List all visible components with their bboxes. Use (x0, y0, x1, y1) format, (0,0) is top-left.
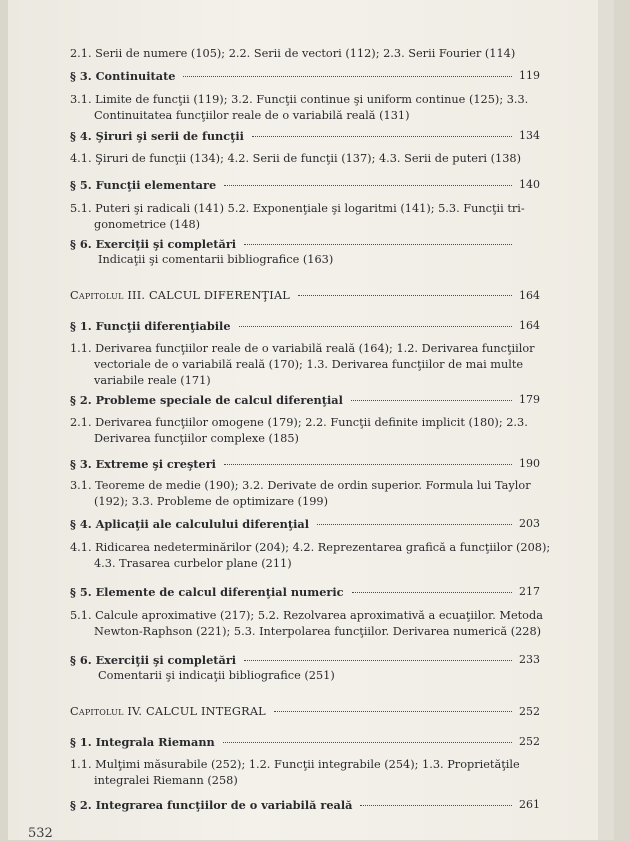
toc-line (70, 236, 516, 252)
toc-line (70, 494, 540, 510)
toc-line (70, 92, 540, 108)
toc-line (70, 734, 516, 750)
toc-entry-text (70, 318, 516, 334)
toc-entry-text (70, 46, 540, 62)
toc-line-text: § 3. Continuitate (70, 69, 176, 83)
toc-line (70, 757, 540, 773)
toc-line-text: § 4. Aplicaţii ale calculului diferenţial (70, 517, 310, 531)
toc-line (70, 357, 540, 373)
toc-line-text: 5.1. Calcule aproximative (217); 5.2. Rezolvarea aproximativă a ecuaţiilor. Metoda (70, 609, 543, 622)
leader-dots (244, 244, 512, 245)
toc-line-text: § 4. Şiruri şi serii de funcţii (70, 129, 244, 143)
toc-line (70, 392, 516, 408)
leader-dots (360, 805, 512, 806)
toc-line-text: 4.1. Ridicarea nedeterminărilor (204); 4.2. Reprezentarea grafică a funcţiilor (208); (70, 541, 551, 554)
toc-entry-text (70, 456, 516, 472)
toc-entry-text (70, 584, 516, 600)
toc-entry-text (70, 288, 516, 304)
toc-line-text: 1.1. Derivarea funcţiilor reale de o variabilă reală (164); 1.2. Derivarea funcţiilor (70, 342, 535, 355)
toc-line-text: gonometrice (148) (94, 218, 201, 231)
toc-page-number: 134 (519, 129, 540, 142)
leader-dots (317, 524, 512, 525)
leader-dots (352, 592, 512, 593)
toc-entry-text (70, 392, 516, 408)
toc-line-text: § 1. Funcţii diferenţiabile (70, 319, 231, 333)
toc-entry-text (70, 201, 540, 233)
toc-line (70, 415, 540, 431)
toc-page-number: 261 (519, 798, 540, 811)
toc-entry-text (70, 128, 516, 144)
leader-dots (244, 660, 512, 661)
toc-line-text: Continuitatea funcţiilor reale de o variabilă reală (131) (94, 109, 410, 122)
toc-entry-text (70, 415, 540, 447)
toc-line-text: 4.1. Şiruri de funcţii (134); 4.2. Serii de funcţii (137); 4.3. Serii de puteri (138) (70, 152, 521, 165)
toc-line-text: 1.1. Mulţimi măsurabile (252); 1.2. Funcţii integrabile (254); 1.3. Proprietăţile (70, 758, 520, 771)
toc-entry-text (70, 92, 540, 124)
toc-line-text: § 6. Exerciţii şi completări (70, 653, 237, 667)
toc-line (70, 151, 540, 167)
toc-line (70, 608, 543, 624)
toc-line (70, 108, 540, 124)
toc-line (70, 177, 516, 193)
toc-line-text: integralei Riemann (258) (94, 774, 238, 787)
toc-entry-text (70, 652, 516, 668)
leader-dots (183, 76, 512, 77)
toc-page-number: 233 (519, 653, 540, 666)
toc-line-text: § 2. Probleme speciale de calcul diferenţial (70, 393, 343, 407)
toc-page-number: 190 (519, 457, 540, 470)
toc-line (70, 797, 516, 813)
leader-dots (223, 742, 512, 743)
leader-dots (239, 326, 512, 327)
leader-dots (224, 464, 512, 465)
toc-line (70, 540, 551, 556)
toc-line-text: Capitolul IV. CALCUL INTEGRAL (70, 705, 266, 718)
toc-line-text: § 6. Exerciţii şi completări (70, 237, 237, 251)
leader-dots (351, 400, 512, 401)
toc-line (70, 341, 540, 357)
toc-line (70, 46, 540, 62)
book-page (8, 0, 614, 840)
toc-line (70, 318, 516, 334)
toc-line-text: 3.1. Limite de funcţii (119); 3.2. Funcţii continue şi uniform continue (125); 3.3. (70, 93, 529, 106)
toc-page-number: 140 (519, 178, 540, 191)
page-number: 532 (28, 826, 53, 841)
toc-line-text: § 2. Integrarea funcţiilor de o variabilă reală (70, 798, 353, 812)
toc-entry-text (70, 608, 543, 640)
toc-line (70, 516, 516, 532)
toc-line-text: § 3. Extreme şi creşteri (70, 457, 216, 471)
toc-entry-text (70, 704, 516, 720)
toc-page-number: 252 (519, 705, 540, 718)
toc-line (70, 288, 516, 304)
toc-page-number: 217 (519, 585, 540, 598)
toc-line (70, 584, 516, 600)
toc-page-number: 164 (519, 289, 540, 302)
toc-line (70, 556, 540, 572)
leader-dots (298, 295, 512, 296)
toc-line-text: variabile reale (171) (94, 374, 211, 387)
toc-line (70, 624, 540, 640)
toc-entry-text (70, 516, 516, 532)
toc-line-text: § 5. Elemente de calcul diferenţial numeric (70, 585, 344, 599)
toc-page-number: 203 (519, 517, 540, 530)
toc-entry-text (70, 236, 516, 252)
toc-entry-text (70, 68, 516, 84)
page-edge-shadow (598, 0, 614, 840)
toc-line-text: § 5. Funcţii elementare (70, 178, 217, 192)
toc-line-text: Comentarii şi indicaţii bibliografice (251) (98, 669, 335, 682)
toc-line-text: Newton-Raphson (221); 5.3. Interpolarea funcţiilor. Derivarea numerică (228) (94, 625, 542, 638)
toc-line (70, 704, 516, 720)
toc-line (70, 201, 540, 217)
toc-entry-text (70, 668, 516, 684)
toc-line-text: 4.3. Trasarea curbelor plane (211) (94, 557, 292, 570)
toc-line (70, 652, 516, 668)
toc-line-text: Indicaţii şi comentarii bibliografice (163) (98, 253, 334, 266)
toc-entry-text (70, 341, 540, 389)
leader-dots (224, 185, 512, 186)
toc-entry-text (70, 478, 540, 510)
toc-line-text: Derivarea funcţiilor complexe (185) (94, 432, 299, 445)
leader-dots (252, 136, 512, 137)
toc-line-text: 2.1. Derivarea funcţiilor omogene (179); 2.2. Funcţii definite implicit (180); 2.3. (70, 416, 528, 429)
toc-entry-text (70, 540, 551, 572)
toc-page-number: 164 (519, 319, 540, 332)
toc-entry-text (70, 151, 540, 167)
toc-line-text: (192); 3.3. Probleme de optimizare (199) (94, 495, 329, 508)
toc-line-text: Capitolul III. CALCUL DIFERENŢIAL (70, 289, 291, 302)
leader-dots (274, 711, 512, 712)
toc-line (70, 217, 540, 233)
toc-page-number: 119 (519, 69, 540, 82)
toc-entry-text (70, 177, 516, 193)
toc-line (70, 373, 540, 389)
toc-line (70, 431, 540, 447)
toc-page-number: 252 (519, 735, 540, 748)
toc-line (70, 668, 516, 684)
toc-entry-text (70, 797, 516, 813)
toc-line (70, 68, 516, 84)
toc-line (70, 478, 540, 494)
toc-line-text: 5.1. Puteri şi radicali (141) 5.2. Exponenţiale şi logaritmi (141); 5.3. Funcţii tri- (70, 202, 525, 215)
toc-entry-text (70, 734, 516, 750)
toc-entry-text (70, 757, 540, 789)
toc-line (70, 773, 540, 789)
toc-line-text: 3.1. Teoreme de medie (190); 3.2. Derivate de ordin superior. Formula lui Taylor (70, 479, 531, 492)
toc-line-text: § 1. Integrala Riemann (70, 735, 215, 749)
toc-line (70, 128, 516, 144)
toc-line-text: vectoriale de o variabilă reală (170); 1.3. Derivarea funcţiilor de mai multe (94, 358, 524, 371)
toc-line-text: 2.1. Serii de numere (105); 2.2. Serii de vectori (112); 2.3. Serii Fourier (114) (70, 47, 516, 60)
toc-line (70, 252, 516, 268)
toc-line (70, 456, 516, 472)
toc-page-number: 179 (519, 393, 540, 406)
toc-entry-text (70, 252, 516, 268)
